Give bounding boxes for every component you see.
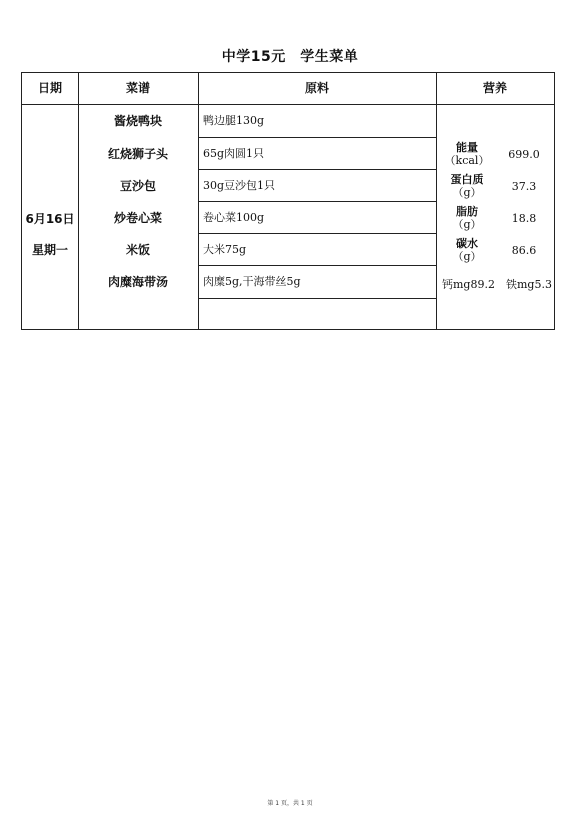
nutrition-protein-unit: （g） xyxy=(452,186,482,199)
column-divider-ingredients xyxy=(436,73,437,329)
nutrition-carbs-unit: （g） xyxy=(452,250,482,263)
dish-ingredients: 65g肉圆1只 xyxy=(203,147,265,160)
nutrition-fat-name: 脂肪 xyxy=(456,205,478,218)
nutrition-energy-name: 能量 xyxy=(456,141,478,154)
nutrition-calcium: 钙mg89.2 xyxy=(442,278,495,291)
dish-name: 肉糜海带汤 xyxy=(107,275,168,289)
nutrition-fat-unit: （g） xyxy=(452,218,482,231)
dish-name: 豆沙包 xyxy=(119,179,156,193)
header-nutrition: 营养 xyxy=(482,81,507,95)
dish-ingredients: 大米75g xyxy=(203,243,247,256)
page-footer: 第 1 页，共 1 页 xyxy=(267,800,313,807)
menu-weekday: 星期一 xyxy=(31,243,68,257)
header-ingredients: 原料 xyxy=(304,81,329,95)
header-date: 日期 xyxy=(37,81,62,95)
dish-ingredients: 鸭边腿130g xyxy=(203,114,265,127)
nutrition-carbs-label xyxy=(438,237,496,263)
menu-title: 中学15元 学生菜单 xyxy=(221,49,359,65)
header-recipe: 菜谱 xyxy=(125,81,150,95)
row-divider xyxy=(198,298,436,299)
nutrition-fat-label xyxy=(438,205,496,231)
nutrition-energy-unit: （kcal） xyxy=(444,154,490,167)
dish-ingredients: 30g豆沙包1只 xyxy=(203,179,276,192)
nutrition-protein-value: 37.3 xyxy=(511,180,537,193)
menu-date: 6月16日 xyxy=(25,212,75,226)
nutrition-fat-value: 18.8 xyxy=(511,212,537,225)
dish-ingredients: 肉糜5g,干海带丝5g xyxy=(203,275,301,288)
nutrition-energy-value: 699.0 xyxy=(508,148,540,161)
menu-table xyxy=(21,72,555,330)
nutrition-iron: 铁mg5.3 xyxy=(506,278,552,291)
dish-name: 炒卷心菜 xyxy=(113,211,162,225)
dish-name: 酱烧鸭块 xyxy=(113,114,162,128)
dish-ingredients: 卷心菜100g xyxy=(203,211,265,224)
dish-name: 米饭 xyxy=(125,243,150,257)
nutrition-carbs-name: 碳水 xyxy=(456,237,478,250)
nutrition-energy-label xyxy=(438,141,496,167)
nutrition-protein-name: 蛋白质 xyxy=(450,173,484,186)
nutrition-protein-label xyxy=(438,173,496,199)
dish-name: 红烧狮子头 xyxy=(107,147,168,161)
nutrition-carbs-value: 86.6 xyxy=(511,244,537,257)
